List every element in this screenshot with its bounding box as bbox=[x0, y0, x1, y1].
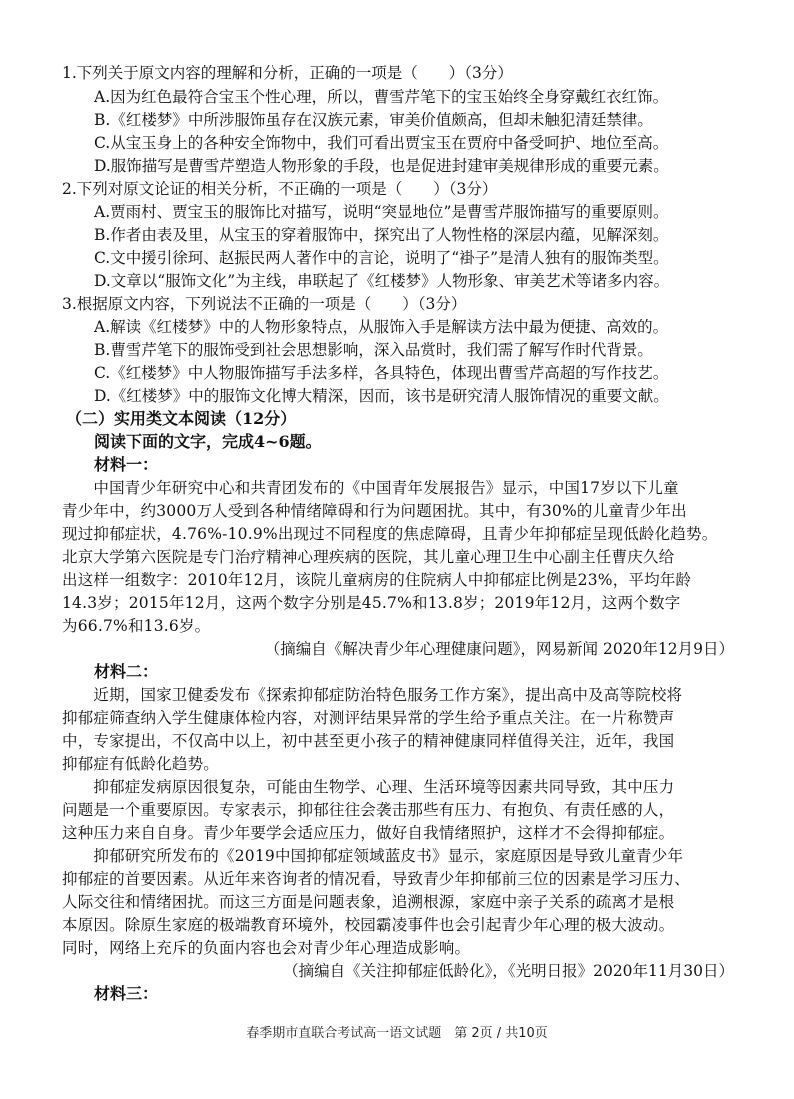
material-2-line: 这种压力来自自身。青少年要学会适应压力，做好自我情绪照护，这样才不会得抑郁症。 bbox=[62, 824, 675, 842]
material-1-source: （摘编自《解决青少年心理健康问题》，网易新闻 2020年12月9日） bbox=[264, 640, 734, 658]
material-2-line: 抑郁症筛查纳入学生健康体检内容，对测评结果异常的学生给予重点关注。在一片称赞声 bbox=[62, 709, 675, 727]
material-1-line: 中国青少年研究中心和共青团发布的《中国青年发展报告》显示，中国17岁以下儿童 bbox=[62, 479, 679, 497]
material-2-line: 近期，国家卫健委发布《探索抑郁症防治特色服务工作方案》，提出高中及高等院校将 bbox=[62, 686, 683, 704]
page-footer: 春季期市直联合考试高一语文试题 第 2页 / 共10页 bbox=[246, 1026, 548, 1041]
material-2-line: 抑郁症发病原因很复杂，可能由生物学、心理、生活环境等因素共同导致，其中压力 bbox=[62, 778, 675, 796]
question-3-option-c: C.《红楼梦》中人物服饰描写手法多样，各具特色，体现出曹雪芹高超的写作技艺。 bbox=[94, 364, 669, 382]
material-2-label: 材料二： bbox=[94, 662, 159, 681]
material-2-line: 抑郁研究所发布的《2019中国抑郁症领域蓝皮书》显示，家庭原因是导致儿童青少年 bbox=[62, 847, 684, 865]
section-title: （二）实用类文本阅读（12分） bbox=[66, 409, 297, 428]
material-3-label: 材料三： bbox=[94, 984, 159, 1003]
question-2-stem: 2.下列对原文论证的相关分析，不正确的一项是（ ）（3分） bbox=[62, 180, 498, 198]
section-instruction: 阅读下面的文字，完成4~6题。 bbox=[94, 432, 322, 451]
material-1-line: 现过抑郁症状，4.76%-10.9%出现过不同程度的焦虑障碍，且青少年抑郁症呈现低龄化趋势。 bbox=[62, 525, 718, 543]
material-1-label: 材料一： bbox=[94, 455, 159, 474]
material-1-line: 为66.7%和13.6岁。 bbox=[62, 617, 211, 635]
material-1-line: 青少年中，约3000万人受到各种情绪障碍和行为问题困扰。其中，有30%的儿童青少年出 bbox=[62, 502, 687, 520]
material-2-line: 人际交往和情绪困扰。而这三方面是问题表象，追溯根源，家庭中亲子关系的疏离才是根 bbox=[62, 893, 675, 911]
question-1-option-c: C.从宝玉身上的各种安全饰物中，我们可看出贾宝玉在贾府中备受呵护、地位至高。 bbox=[94, 134, 669, 152]
question-1-stem: 1.下列关于原文内容的理解和分析，正确的一项是（ ）（3分） bbox=[62, 64, 513, 82]
material-1-line: 出这样一组数字：2010年12月，该院儿童病房的住院病人中抑郁症比例是23%，平均年龄 bbox=[62, 571, 692, 589]
material-1-line: 北京大学第六医院是专门治疗精神心理疾病的医院，其儿童心理卫生中心副主任曹庆久给 bbox=[62, 548, 675, 566]
material-2-line: 抑郁症的首要因素。从近年来咨询者的情况看，导致青少年抑郁前三位的因素是学习压力、 bbox=[62, 870, 691, 888]
question-3-option-b: B.曹雪芹笔下的服饰受到社会思想影响，深入品赏时，我们需了解写作时代背景。 bbox=[94, 341, 653, 359]
material-2-line: 中，专家提出，不仅高中以上，初中甚至更小孩子的精神健康同样值得关注，近年，我国 bbox=[62, 732, 675, 750]
question-3-option-a: A.解读《红楼梦》中的人物形象特点，从服饰入手是解读方法中最为便捷、高效的。 bbox=[94, 318, 669, 336]
material-2-line: 同时，网络上充斥的负面内容也会对青少年心理造成影响。 bbox=[62, 939, 471, 957]
question-1-option-d: D.服饰描写是曹雪芹塑造人物形象的手段，也是促进封建审美规律形成的重要元素。 bbox=[94, 157, 669, 175]
material-2-source: （摘编自《关注抑郁症低龄化》，《光明日报》2020年11月30日） bbox=[283, 962, 734, 980]
question-1-option-a: A.因为红色最符合宝玉个性心理，所以，曹雪芹笔下的宝玉始终全身穿戴红衣红饰。 bbox=[94, 88, 669, 106]
question-2-option-a: A.贾雨村、贾宝玉的服饰比对描写，说明“突显地位”是曹雪芹服饰描写的重要原则。 bbox=[94, 203, 669, 221]
question-3-stem: 3.根据原文内容，下列说法不正确的一项是（ ）（3分） bbox=[62, 295, 467, 313]
question-2-option-b: B.作者由表及里，从宝玉的穿着服饰中，探究出了人物性格的深层内蕴，见解深刻。 bbox=[94, 226, 669, 244]
question-1-option-b: B.《红楼梦》中所涉服饰虽存在汉族元素，审美价值颇高，但却未触犯清廷禁律。 bbox=[94, 111, 653, 129]
question-2-option-c: C.文中援引徐珂、赵振民两人著作中的言论，说明了“褂子”是清人独有的服饰类型。 bbox=[94, 249, 669, 267]
question-2-option-d: D.文章以“服饰文化”为主线，串联起了《红楼梦》人物形象、审美艺术等诸多内容。 bbox=[94, 272, 670, 290]
material-2-line: 问题是一个重要原因。专家表示，抑郁往往会袭击那些有压力、有抱负、有责任感的人， bbox=[62, 801, 675, 819]
material-1-line: 14.3岁；2015年12月，这两个数字分别是45.7%和13.8岁；2019年12月，这两个数字 bbox=[62, 594, 681, 612]
material-2-line: 本原因。除原生家庭的极端教育环境外，校园霸凌事件也会引起青少年心理的极大波动。 bbox=[62, 916, 675, 934]
question-3-option-d: D.《红楼梦》中的服饰文化博大精深，因而，该书是研究清人服饰情况的重要文献。 bbox=[94, 387, 669, 405]
material-2-line: 抑郁症有低龄化趋势。 bbox=[62, 755, 220, 773]
